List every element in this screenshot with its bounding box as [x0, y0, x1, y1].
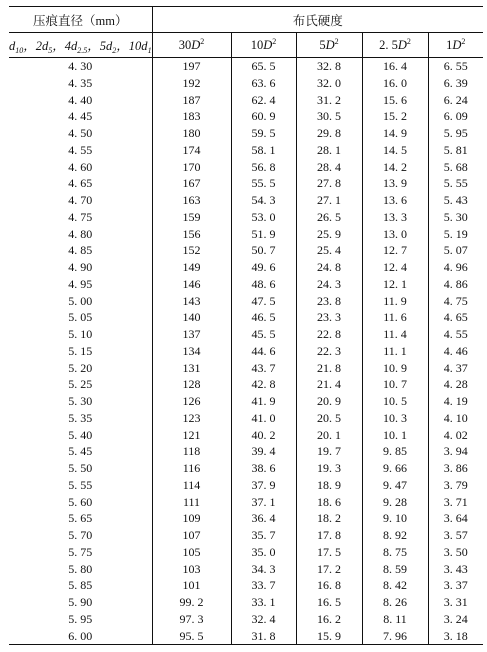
- diameter-cell: 5. 45: [68, 444, 93, 459]
- hardness-cell: 107: [152, 527, 231, 544]
- hardness-cell: 33. 1: [231, 594, 296, 611]
- diameter-cell: 5. 50: [68, 461, 93, 475]
- hardness-cell: 140: [152, 309, 231, 326]
- hardness-cell: 3. 43: [428, 561, 483, 578]
- table-row: [9, 410, 483, 427]
- hardness-cell: 17. 2: [296, 561, 362, 578]
- hardness-cell: 16. 4: [362, 58, 428, 75]
- hardness-cell: 9. 85: [362, 443, 428, 460]
- table-row: [9, 259, 483, 276]
- hardness-header: 布氏硬度: [152, 7, 483, 33]
- hardness-cell: 47. 5: [231, 293, 296, 310]
- hardness-cell: 27. 8: [296, 175, 362, 192]
- hardness-cell: 10. 7: [362, 376, 428, 393]
- hardness-cell: 159: [152, 209, 231, 226]
- hardness-cell: 19. 3: [296, 460, 362, 477]
- hardness-cell: 5. 30: [428, 209, 483, 226]
- hardness-cell: 4. 86: [428, 276, 483, 293]
- table-row: [9, 142, 483, 159]
- hardness-cell: 109: [152, 510, 231, 527]
- hardness-cell: 4. 37: [428, 360, 483, 377]
- hardness-cell: 13. 9: [362, 175, 428, 192]
- hardness-cell: 5. 68: [428, 159, 483, 176]
- hardness-cell: 53. 0: [231, 209, 296, 226]
- hardness-cell: 16. 0: [362, 75, 428, 92]
- hardness-cell: 51. 9: [231, 226, 296, 243]
- table-row: [9, 527, 483, 544]
- table-row: [9, 75, 483, 92]
- hardness-cell: 5. 43: [428, 192, 483, 209]
- diameter-cell: 4. 50: [68, 126, 93, 140]
- hardness-cell: 9. 28: [362, 494, 428, 511]
- table-row: [9, 276, 483, 293]
- hardness-cell: 12. 4: [362, 259, 428, 276]
- hardness-cell: 8. 26: [362, 594, 428, 611]
- hardness-cell: 174: [152, 142, 231, 159]
- hardness-cell: 33. 7: [231, 577, 296, 594]
- hardness-cell: 31. 2: [296, 92, 362, 109]
- hardness-cell: 183: [152, 108, 231, 125]
- hardness-cell: 12. 7: [362, 242, 428, 259]
- hardness-cell: 37. 1: [231, 494, 296, 511]
- table-body: [9, 58, 483, 645]
- hardness-cell: 42. 8: [231, 376, 296, 393]
- hardness-cell: 37. 9: [231, 477, 296, 494]
- hardness-cell: 8. 42: [362, 577, 428, 594]
- diameter-cell: 5. 90: [68, 595, 93, 609]
- hardness-cell: 18. 2: [296, 510, 362, 527]
- hardness-cell: 13. 0: [362, 226, 428, 243]
- hardness-table-container: [9, 6, 483, 645]
- hardness-cell: 4. 96: [428, 259, 483, 276]
- hardness-cell: 8. 75: [362, 544, 428, 561]
- hardness-cell: 11. 1: [362, 343, 428, 360]
- diameter-cell: 5. 25: [68, 377, 93, 392]
- table-row: [9, 326, 483, 343]
- diameter-symbols-header: $d_{10}$，$2d_5$，$4d_{2.5}$，$5d_2$，$10d_1$: [9, 33, 152, 58]
- table-row: [9, 376, 483, 393]
- hardness-cell: 146: [152, 276, 231, 293]
- hardness-cell: 18. 6: [296, 494, 362, 511]
- diameter-cell: 5. 60: [68, 494, 93, 509]
- diameter-cell: 5. 30: [68, 394, 93, 408]
- diameter-cell: 4. 80: [68, 226, 93, 241]
- table-row: [9, 108, 483, 125]
- table-header: [9, 7, 483, 58]
- diameter-cell: 5. 35: [68, 410, 93, 425]
- hardness-cell: 11. 4: [362, 326, 428, 343]
- hardness-cell: 3. 57: [428, 527, 483, 544]
- hardness-cell: 29. 8: [296, 125, 362, 142]
- hardness-cell: 5. 55: [428, 175, 483, 192]
- hardness-cell: 105: [152, 544, 231, 561]
- hardness-cell: 163: [152, 192, 231, 209]
- hardness-cell: 111: [152, 494, 231, 511]
- hardness-cell: 3. 64: [428, 510, 483, 527]
- hardness-cell: 9. 10: [362, 510, 428, 527]
- hardness-cell: 31. 8: [231, 628, 296, 645]
- hardness-cell: 3. 24: [428, 611, 483, 628]
- hardness-cell: 24. 8: [296, 259, 362, 276]
- hardness-cell: 40. 2: [231, 427, 296, 444]
- hardness-cell: 36. 4: [231, 510, 296, 527]
- hardness-cell: 28. 1: [296, 142, 362, 159]
- hardness-cell: 24. 3: [296, 276, 362, 293]
- column-header-30d2: $30D^2$: [152, 33, 231, 58]
- hardness-cell: 21. 8: [296, 360, 362, 377]
- table-row: [9, 159, 483, 176]
- hardness-cell: 10. 1: [362, 427, 428, 444]
- hardness-cell: 30. 5: [296, 108, 362, 125]
- hardness-cell: 126: [152, 393, 231, 410]
- diameter-cell: 5. 75: [68, 544, 93, 559]
- hardness-cell: 14. 2: [362, 159, 428, 176]
- table-row: [9, 58, 483, 75]
- hardness-cell: 41. 0: [231, 410, 296, 427]
- hardness-cell: 56. 8: [231, 159, 296, 176]
- hardness-cell: 22. 3: [296, 343, 362, 360]
- hardness-cell: 35. 0: [231, 544, 296, 561]
- hardness-cell: 16. 5: [296, 594, 362, 611]
- table-row: [9, 343, 483, 360]
- hardness-cell: 3. 94: [428, 443, 483, 460]
- hardness-cell: 6. 55: [428, 58, 483, 75]
- table-row: [9, 92, 483, 109]
- hardness-cell: 50. 7: [231, 242, 296, 259]
- hardness-cell: 95. 5: [152, 628, 231, 645]
- hardness-cell: 46. 5: [231, 309, 296, 326]
- hardness-cell: 97. 3: [152, 611, 231, 628]
- diameter-cell: 4. 35: [68, 75, 93, 90]
- hardness-cell: 48. 6: [231, 276, 296, 293]
- table-row: [9, 510, 483, 527]
- hardness-cell: 26. 5: [296, 209, 362, 226]
- hardness-cell: 134: [152, 343, 231, 360]
- hardness-cell: 59. 5: [231, 125, 296, 142]
- diameter-cell: 5. 85: [68, 578, 93, 593]
- hardness-cell: 197: [152, 58, 231, 75]
- hardness-cell: 14. 5: [362, 142, 428, 159]
- table-row: [9, 544, 483, 561]
- hardness-cell: 137: [152, 326, 231, 343]
- hardness-cell: 25. 9: [296, 226, 362, 243]
- table-row: [9, 494, 483, 511]
- diameter-cell: 5. 00: [68, 293, 93, 308]
- hardness-cell: 41. 9: [231, 393, 296, 410]
- hardness-cell: 23. 8: [296, 293, 362, 310]
- diameter-cell: 4. 75: [68, 209, 93, 224]
- table-row: [9, 293, 483, 310]
- column-header-10d2: $10D^2$: [231, 33, 296, 58]
- diameter-cell: 4. 85: [68, 243, 93, 258]
- hardness-cell: 8. 92: [362, 527, 428, 544]
- hardness-cell: 14. 9: [362, 125, 428, 142]
- hardness-cell: 20. 9: [296, 393, 362, 410]
- hardness-cell: 17. 5: [296, 544, 362, 561]
- hardness-cell: 187: [152, 92, 231, 109]
- table-row: [9, 393, 483, 410]
- hardness-cell: 9. 47: [362, 477, 428, 494]
- hardness-cell: 6. 09: [428, 108, 483, 125]
- hardness-cell: 5. 95: [428, 125, 483, 142]
- hardness-cell: 180: [152, 125, 231, 142]
- hardness-cell: 32. 4: [231, 611, 296, 628]
- hardness-cell: 10. 3: [362, 410, 428, 427]
- diameter-cell: 4. 60: [68, 159, 93, 174]
- hardness-cell: 103: [152, 561, 231, 578]
- hardness-cell: 65. 5: [231, 58, 296, 75]
- hardness-cell: 32. 0: [296, 75, 362, 92]
- hardness-cell: 17. 8: [296, 527, 362, 544]
- hardness-cell: 7. 96: [362, 628, 428, 645]
- hardness-cell: 4. 10: [428, 410, 483, 427]
- hardness-cell: 3. 86: [428, 460, 483, 477]
- diameter-cell: 5. 65: [68, 511, 93, 526]
- hardness-cell: 15. 9: [296, 628, 362, 645]
- hardness-cell: 3. 50: [428, 544, 483, 561]
- hardness-cell: 152: [152, 242, 231, 259]
- hardness-cell: 13. 3: [362, 209, 428, 226]
- hardness-cell: 11. 6: [362, 309, 428, 326]
- hardness-cell: 8. 59: [362, 561, 428, 578]
- hardness-cell: 10. 5: [362, 393, 428, 410]
- diameter-cell: 4. 40: [68, 92, 93, 107]
- hardness-cell: 167: [152, 175, 231, 192]
- diameter-cell: 4. 95: [68, 276, 93, 291]
- diameter-cell: 5. 55: [68, 477, 93, 492]
- hardness-cell: 118: [152, 443, 231, 460]
- hardness-cell: 114: [152, 477, 231, 494]
- table-row: [9, 561, 483, 578]
- table-row: [9, 226, 483, 243]
- diameter-cell: 4. 30: [68, 59, 93, 73]
- table-row: [9, 360, 483, 377]
- hardness-cell: 3. 18: [428, 628, 483, 645]
- hardness-cell: 3. 31: [428, 594, 483, 611]
- diameter-cell: 5. 15: [68, 343, 93, 358]
- diameter-header: 压痕直径（mm）: [9, 7, 152, 33]
- hardness-cell: 4. 55: [428, 326, 483, 343]
- hardness-cell: 15. 2: [362, 108, 428, 125]
- diameter-cell: 6. 00: [9, 628, 152, 645]
- hardness-cell: 5. 81: [428, 142, 483, 159]
- hardness-cell: 34. 3: [231, 561, 296, 578]
- hardness-cell: 20. 5: [296, 410, 362, 427]
- column-header-1d2: $1D^2$: [428, 33, 483, 58]
- diameter-cell: 5. 20: [68, 360, 93, 375]
- hardness-cell: 45. 5: [231, 326, 296, 343]
- table-row: [9, 594, 483, 611]
- hardness-cell: 55. 5: [231, 175, 296, 192]
- hardness-cell: 22. 8: [296, 326, 362, 343]
- table-row: [9, 611, 483, 628]
- hardness-cell: 149: [152, 259, 231, 276]
- diameter-cell: 5. 10: [68, 327, 93, 341]
- diameter-cell: 5. 95: [68, 611, 93, 626]
- hardness-cell: 60. 9: [231, 108, 296, 125]
- hardness-cell: 121: [152, 427, 231, 444]
- diameter-cell: 4. 65: [68, 176, 93, 191]
- diameter-cell: 5. 70: [68, 528, 93, 542]
- hardness-cell: 3. 79: [428, 477, 483, 494]
- hardness-cell: 27. 1: [296, 192, 362, 209]
- hardness-cell: 6. 39: [428, 75, 483, 92]
- hardness-cell: 44. 6: [231, 343, 296, 360]
- hardness-cell: 5. 07: [428, 242, 483, 259]
- hardness-cell: 99. 2: [152, 594, 231, 611]
- table-row: [9, 125, 483, 142]
- hardness-cell: 3. 37: [428, 577, 483, 594]
- hardness-cell: 12. 1: [362, 276, 428, 293]
- hardness-cell: 43. 7: [231, 360, 296, 377]
- brinell-hardness-table: [9, 6, 483, 645]
- hardness-cell: 25. 4: [296, 242, 362, 259]
- diameter-cell: 4. 70: [68, 193, 93, 207]
- hardness-cell: 123: [152, 410, 231, 427]
- hardness-cell: 128: [152, 376, 231, 393]
- hardness-cell: 38. 6: [231, 460, 296, 477]
- diameter-cell: 4. 55: [68, 142, 93, 157]
- hardness-cell: 39. 4: [231, 443, 296, 460]
- table-row: [9, 427, 483, 444]
- hardness-cell: 101: [152, 577, 231, 594]
- hardness-cell: 10. 9: [362, 360, 428, 377]
- diameter-cell: 5. 05: [68, 310, 93, 325]
- hardness-cell: 58. 1: [231, 142, 296, 159]
- table-row: [9, 209, 483, 226]
- diameter-cell: 5. 40: [68, 427, 93, 442]
- hardness-cell: 131: [152, 360, 231, 377]
- hardness-cell: 9. 66: [362, 460, 428, 477]
- hardness-cell: 6. 24: [428, 92, 483, 109]
- table-row: [9, 628, 483, 645]
- column-header-2-5d2: 2. $5D^2$: [362, 33, 428, 58]
- hardness-cell: 16. 2: [296, 611, 362, 628]
- table-row: [9, 577, 483, 594]
- hardness-cell: 13. 6: [362, 192, 428, 209]
- diameter-cell: 4. 45: [68, 109, 93, 124]
- hardness-cell: 19. 7: [296, 443, 362, 460]
- hardness-cell: 4. 28: [428, 376, 483, 393]
- hardness-cell: 16. 8: [296, 577, 362, 594]
- hardness-cell: 4. 65: [428, 309, 483, 326]
- hardness-cell: 116: [152, 460, 231, 477]
- table-row: [9, 309, 483, 326]
- diameter-cell: 5. 80: [68, 561, 93, 576]
- hardness-cell: 4. 02: [428, 427, 483, 444]
- column-header-5d2: $5D^2$: [296, 33, 362, 58]
- table-row: [9, 443, 483, 460]
- hardness-cell: 23. 3: [296, 309, 362, 326]
- table-row: [9, 460, 483, 477]
- hardness-cell: 4. 19: [428, 393, 483, 410]
- hardness-cell: 49. 6: [231, 259, 296, 276]
- hardness-cell: 15. 6: [362, 92, 428, 109]
- hardness-cell: 21. 4: [296, 376, 362, 393]
- table-row: [9, 175, 483, 192]
- hardness-cell: 63. 6: [231, 75, 296, 92]
- hardness-cell: 4. 75: [428, 293, 483, 310]
- hardness-cell: 192: [152, 75, 231, 92]
- hardness-cell: 62. 4: [231, 92, 296, 109]
- hardness-cell: 18. 9: [296, 477, 362, 494]
- table-row: [9, 477, 483, 494]
- hardness-cell: 20. 1: [296, 427, 362, 444]
- hardness-cell: 28. 4: [296, 159, 362, 176]
- hardness-cell: 143: [152, 293, 231, 310]
- diameter-cell: 4. 90: [68, 260, 93, 274]
- hardness-cell: 4. 46: [428, 343, 483, 360]
- hardness-cell: 8. 11: [362, 611, 428, 628]
- hardness-cell: 11. 9: [362, 293, 428, 310]
- hardness-cell: 3. 71: [428, 494, 483, 511]
- hardness-cell: 156: [152, 226, 231, 243]
- hardness-cell: 35. 7: [231, 527, 296, 544]
- hardness-cell: 32. 8: [296, 58, 362, 75]
- hardness-cell: 170: [152, 159, 231, 176]
- table-row: [9, 242, 483, 259]
- hardness-cell: 5. 19: [428, 226, 483, 243]
- table-row: [9, 192, 483, 209]
- hardness-cell: 54. 3: [231, 192, 296, 209]
